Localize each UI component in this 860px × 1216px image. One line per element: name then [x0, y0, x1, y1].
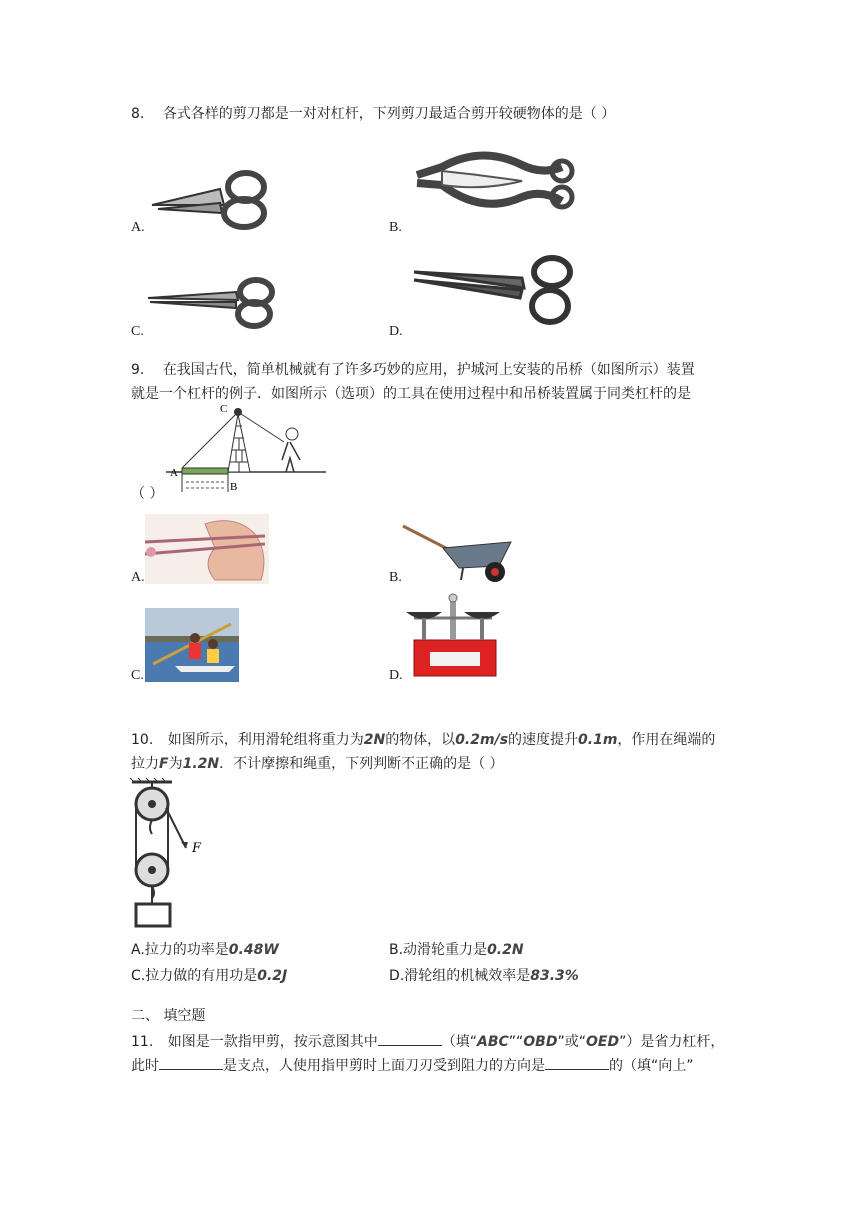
q8-option-c-label: C. [131, 324, 144, 339]
q9-option-a-label: A. [131, 570, 145, 585]
drawbridge-label-c: C [220, 403, 228, 415]
q10-option-a: A.拉力的功率是0.48W [131, 942, 279, 958]
q11-blank-2[interactable] [159, 1055, 223, 1070]
q8-option-a-label: A. [131, 220, 145, 235]
q10-stem-line1: 10. 如图所示，利用滑轮组将重力为2N的物体，以0.2m/s的速度提升0.1m，作用在绳端的 [131, 732, 716, 748]
q10-number: 10. [131, 732, 154, 748]
drawbridge-label-b: B [230, 481, 238, 493]
q9-chopsticks-image [145, 514, 269, 584]
q8-stem [131, 102, 615, 126]
q8-option-b-label: B. [389, 220, 402, 235]
q8-scissors-c-image [148, 276, 278, 330]
section-title-fill-in: 二、 填空题 [131, 1008, 206, 1024]
q8-scissors-b-image [412, 145, 572, 225]
q9-wheelbarrow-image [403, 522, 515, 584]
drawbridge-diagram [166, 402, 326, 498]
q10-option-b: B.动滑轮重力是0.2N [389, 942, 524, 958]
q9-stem-line2: 就是一个杠杆的例子．如图所示（选项）的工具在使用过程中和吊桥装置属于同类杠杆的是 [131, 386, 691, 402]
q9-number: 9. [131, 362, 145, 378]
q9-option-d-label: D. [389, 668, 403, 683]
q8-number: 8. [131, 106, 145, 122]
q10-option-c: C.拉力做的有用功是0.2J [131, 968, 288, 984]
q11-stem-line1: 11. 如图是一款指甲剪，按示意图其中 （填“ABC”“OBD”或“OED”）是省力杠杆， [131, 1030, 724, 1054]
q11-stem-line2: 此时 是支点，人使用指甲剪时上面刀刃受到阻力的方向是 的（填“向上” [131, 1054, 694, 1078]
q8-scissors-d-image [412, 252, 582, 332]
q8-scissors-a-image [150, 165, 270, 233]
q9-option-c-label: C. [131, 668, 144, 683]
q8-text: 各式各样的剪刀都是一对对杠杆，下列剪刀最适合剪开较硬物体的是（ ） [162, 106, 616, 122]
q11-number: 11. [131, 1034, 154, 1050]
q11-blank-1[interactable] [378, 1031, 442, 1046]
drawbridge-label-a: A [170, 467, 178, 479]
q9-stem-line1: 9. 在我国古代，简单机械就有了许多巧妙的应用，护城河上安装的吊桥（如图所示）装置 [131, 362, 695, 378]
q9-bracket: （ ） [131, 486, 164, 502]
q9-option-b-label: B. [389, 570, 402, 585]
pulley-system-diagram [128, 778, 208, 930]
q10-option-d: D.滑轮组的机械效率是83.3% [389, 968, 579, 984]
q11-blank-3[interactable] [545, 1055, 609, 1070]
pulley-force-label: F [192, 841, 202, 856]
q8-option-d-label: D. [389, 324, 403, 339]
q10-stem-line2: 拉力F为1.2N．不计摩擦和绳重，下列判断不正确的是（ ） [131, 756, 504, 772]
q9-balance-scale-image [404, 588, 500, 684]
q9-rowing-image [145, 608, 239, 682]
